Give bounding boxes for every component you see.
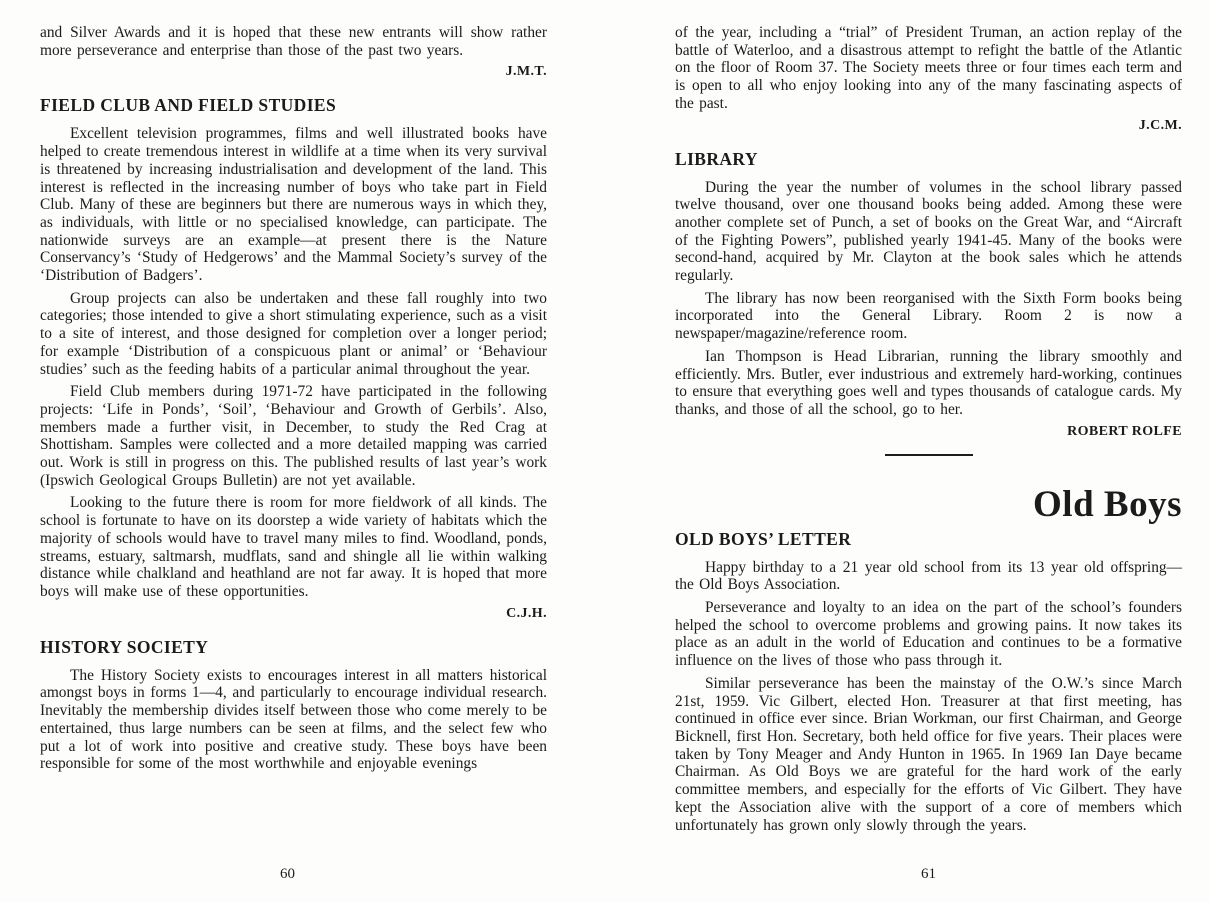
right-page-number: 61	[921, 866, 936, 882]
old-boys-paragraph-1: Happy birthday to a 21 year old school from its 13 year old offspring—the Old Boys Association.	[675, 558, 1182, 594]
signature-cjh: C.J.H.	[506, 605, 547, 621]
history-society-continuation-paragraph: of the year, including a “trial” of President Truman, an action replay of the battle of Waterloo, and a disastrous attempt to refight the battle of the Atlantic on the floor of Room 37. The Society meets three or four times each term and is open to all who enjoy looking into any of the many fascinating aspects of the past.	[675, 24, 1182, 112]
field-club-paragraph-2: Group projects can also be undertaken and these fall roughly into two categories; those intended to give a short stimulating experience, such as a visit to a site of interest, and those designed for completion over a longer period; for example ‘Distribution of a conspicuous plant or animal’ or ‘Behaviour studies’ such as the feeding habits of a particular animal throughout the year.	[40, 289, 547, 378]
library-paragraph-2: The library has now been reorganised with the Sixth Form books being incorporated into the General Library. Room 2 is now a newspaper/magazine/reference room.	[675, 289, 1182, 343]
signature-jmt: J.M.T.	[505, 64, 547, 80]
old-boys-paragraph-3: Similar perseverance has been the mainstay of the O.W.’s since March 21st, 1959. Vic Gilbert, elected Hon. Treasurer at that first meeting, has continued in office ever since. Brian Workman, our first Chairman, and George Bicknell, first Hon. Secretary, both held office for five years. Their places were taken by Tony Meager and Andy Hunton in 1965. In 1969 Ian Daye became Chairman. As Old Boys we are grateful for the hard work of the early committee members, and especially for the efforts of Vic Gilbert. They have kept the Association alive with the support of a core of members which unfortunately has grown only slowly through the years.	[675, 674, 1182, 834]
section-divider-rule	[885, 454, 973, 456]
field-club-paragraph-1: Excellent television programmes, films and well illustrated books have helped to create tremendous interest in wildlife at a time when its very survival is threatened by increasing industrialisation and development of the land. This interest is reflected in the increasing number of boys who take part in Field Club. Many of these are beginners but there are numerous ways in which they, as individuals, with little or no specialised knowledge, can participate. The nationwide surveys are an example—at present there is the Nature Conservancy’s ‘Study of Hedgerows’ and the Mammal Society’s survey of the ‘Distribution of Badgers’.	[40, 125, 547, 285]
old-boys-section-title: Old Boys	[1033, 483, 1182, 525]
signature-jcm: J.C.M.	[1138, 117, 1182, 133]
field-club-paragraph-3: Field Club members during 1971-72 have participated in the following projects: ‘Life in Ponds’, ‘Soil’, ‘Behaviour and Growth of Gerbils’. Also, members made a further visit, in December, to study the Red Crag at Shottisham. Samples were collected and a more detailed mapping was carried out. Work is still in progress on this. The published results of last year’s work (Ipswich Geological Groups Bulletin) are not yet available.	[40, 383, 547, 489]
left-page	[40, 24, 547, 778]
history-society-paragraph-1: The History Society exists to encourages interest in all matters historical amongst boys in forms 1—4, and particularly to encourage individual research. Inevitably the membership divides itself between those who come merely to be entertained, thus large numbers can be seen at films, and the select few who put a lot of work into positive and creative study. These boys have been responsible for some of the most worthwhile and enjoyable evenings	[40, 666, 547, 773]
left-page-number: 60	[280, 866, 295, 882]
awards-continuation-paragraph: and Silver Awards and it is hoped that these new entrants will show rather more perseverance and enterprise than those of the past two years.	[40, 24, 547, 59]
library-paragraph-3: Ian Thompson is Head Librarian, running the library smoothly and efficiently. Mrs. Butler, ever industrious and extremely hard-working, continues to ensure that everything goes well and types thousands of catalogue cards. My thanks, and those of all the school, go to her.	[675, 347, 1182, 418]
heading-field-club: FIELD CLUB AND FIELD STUDIES	[40, 95, 337, 116]
heading-history-society: HISTORY SOCIETY	[40, 636, 209, 657]
right-page	[675, 24, 1182, 839]
library-paragraph-1: During the year the number of volumes in the school library passed twelve thousand, over one thousand books being added. Among these were another complete set of Punch, a set of books on the Great War, and “Aircraft of the Fighting Powers”, published yearly 1941-45. Many of the books were second-hand, acquired by Mr. Clayton at the book sales which he attends regularly.	[675, 178, 1182, 285]
field-club-paragraph-4: Looking to the future there is room for more fieldwork of all kinds. The school is fortunate to have on its doorstep a wide variety of habitats which the majority of schools would have to travel many miles to find. Woodland, ponds, streams, estuary, saltmarsh, mudflats, sand and shingle all lie within walking distance while chalkland and heathland are not far away. It is hoped that more boys will make use of these opportunities.	[40, 494, 547, 600]
signature-robert-rolfe: ROBERT ROLFE	[1067, 423, 1182, 439]
heading-library: LIBRARY	[675, 148, 758, 169]
heading-old-boys-letter: OLD BOYS’ LETTER	[675, 528, 852, 549]
old-boys-paragraph-2: Perseverance and loyalty to an idea on the part of the school’s founders helped the school to overcome problems and growing pains. It now takes its place as an adult in the world of Education and continues to be a formative influence on the lives of those who pass through it.	[675, 599, 1182, 670]
